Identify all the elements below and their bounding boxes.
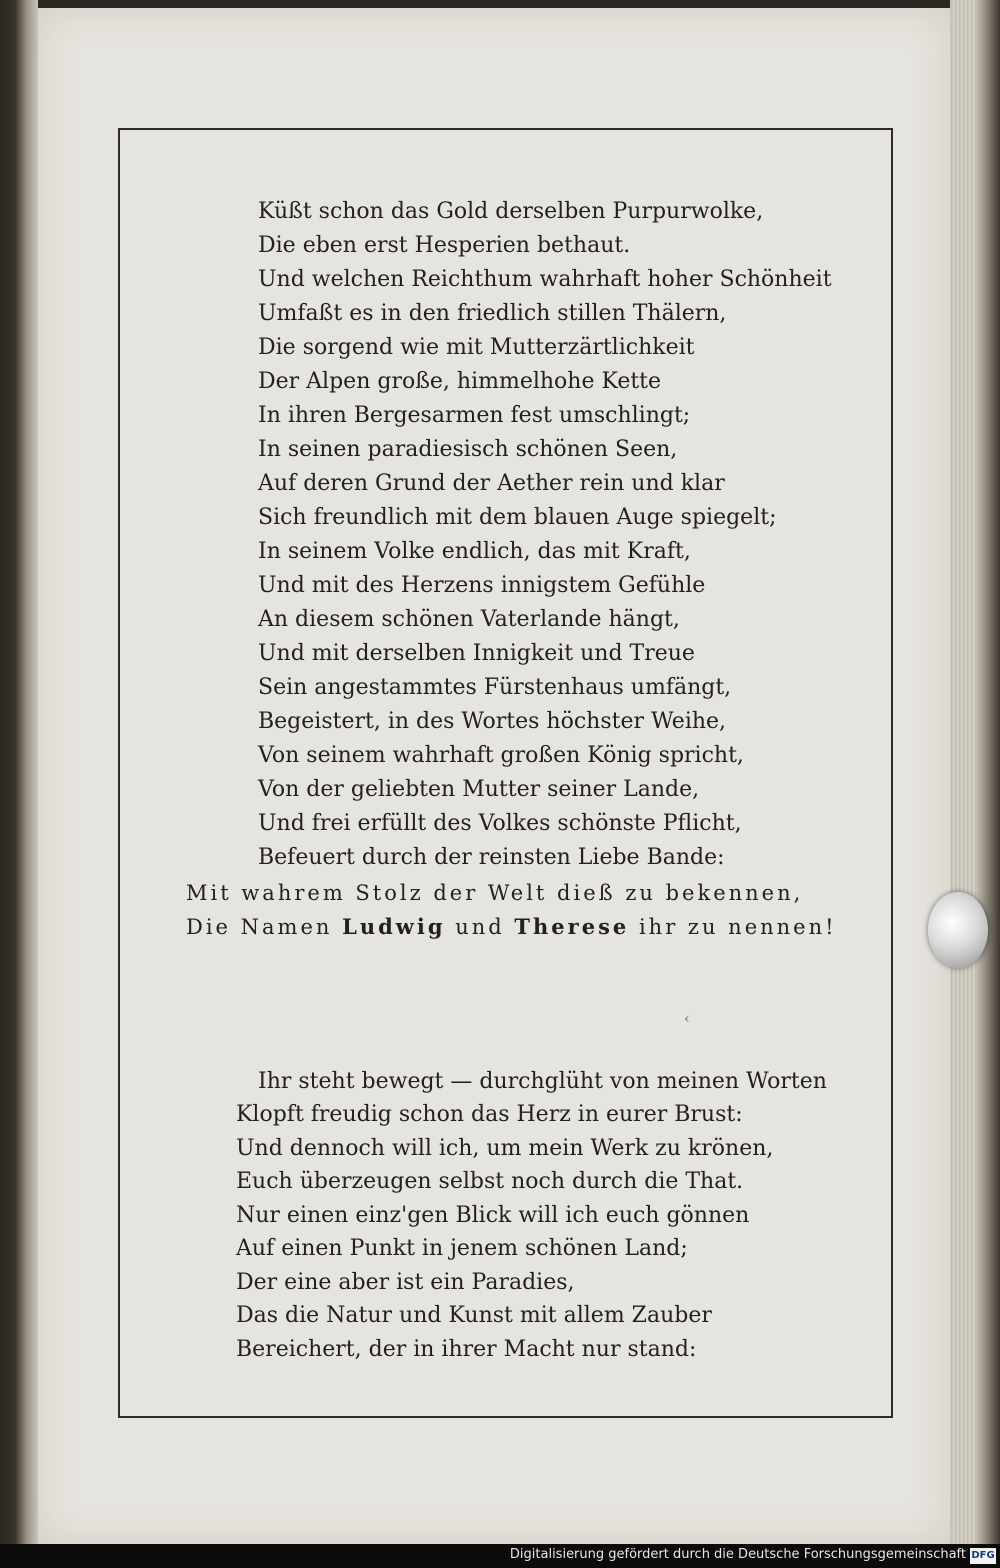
poem2-line-4: Euch überzeugen selbst noch durch die That. <box>236 1169 744 1194</box>
poem2-line-5: Nur einen einz'gen Blick will ich euch gönnen <box>236 1203 750 1228</box>
poem-line-2: Die eben erst Hesperien bethaut. <box>258 233 631 258</box>
name-therese: Therese <box>514 914 630 939</box>
digitization-credit: Digitalisierung gefördert durch die Deutsche Forschungsgemeinschaft <box>509 1547 966 1562</box>
poem2-line-3: Und dennoch will ich, um mein Werk zu krönen, <box>236 1136 774 1161</box>
poem2-line-9: Bereichert, der in ihrer Macht nur stand: <box>236 1337 697 1362</box>
couplet-text-before: Die Namen <box>186 915 343 939</box>
poem-line-13: An diesem schönen Vaterlande hängt, <box>258 607 680 632</box>
poem2-line-1: Ihr steht bewegt — durchglüht von meinen Worten <box>258 1069 827 1094</box>
poem-line-14: Und mit derselben Innigkeit und Treue <box>258 641 695 666</box>
poem-line-4: Umfaßt es in den friedlich stillen Thälern, <box>258 301 727 326</box>
poem-line-20: Befeuert durch der reinsten Liebe Bande: <box>258 845 725 870</box>
name-ludwig: Ludwig <box>342 914 446 939</box>
poem-line-6: Der Alpen große, himmelhohe Kette <box>258 369 662 394</box>
poem-line-10: Sich freundlich mit dem blauen Auge spiegelt; <box>258 505 777 530</box>
poem-line-9: Auf deren Grund der Aether rein und klar <box>258 471 725 496</box>
poem-line-16: Begeistert, in des Wortes höchster Weihe, <box>258 709 727 734</box>
poem-line-17: Von seinem wahrhaft großen König spricht, <box>258 743 744 768</box>
poem-line-5: Die sorgend wie mit Mutterzärtlichkeit <box>258 335 695 360</box>
page-stack-shadow <box>976 0 1000 1544</box>
poem-line-11: In seinem Volke endlich, das mit Kraft, <box>258 539 691 564</box>
poem2-line-2: Klopft freudig schon das Herz in eurer Brust: <box>236 1102 743 1127</box>
poem-line-19: Und frei erfüllt des Volkes schönste Pflicht, <box>258 811 742 836</box>
printer-mark: ‹ <box>684 1011 690 1027</box>
couplet-text-middle: und <box>445 915 515 939</box>
page-clip <box>928 892 988 968</box>
dfg-logo-icon: DFG <box>970 1548 996 1564</box>
poem-line-7: In ihren Bergesarmen fest umschlingt; <box>258 403 691 428</box>
couplet-line-1: Mit wahrem Stolz der Welt dieß zu bekennen, <box>186 881 804 905</box>
poem-line-8: In seinen paradiesisch schönen Seen, <box>258 437 678 462</box>
poem-line-15: Sein angestammtes Fürstenhaus umfängt, <box>258 675 732 700</box>
poem-line-3: Und welchen Reichthum wahrhaft hoher Schönheit <box>258 267 832 292</box>
poem2-line-6: Auf einen Punkt in jenem schönen Land; <box>236 1236 688 1261</box>
poem2-line-8: Das die Natur und Kunst mit allem Zauber <box>236 1303 712 1328</box>
couplet-line-2 <box>186 912 837 942</box>
poem-line-1: Küßt schon das Gold derselben Purpurwolke, <box>258 199 764 224</box>
poem2-line-7: Der eine aber ist ein Paradies, <box>236 1270 575 1295</box>
poem-line-12: Und mit des Herzens innigstem Gefühle <box>258 573 706 598</box>
poem-line-18: Von der geliebten Mutter seiner Lande, <box>258 777 700 802</box>
couplet-text-after: ihr zu nennen! <box>629 915 837 939</box>
book-gutter <box>0 0 38 1568</box>
